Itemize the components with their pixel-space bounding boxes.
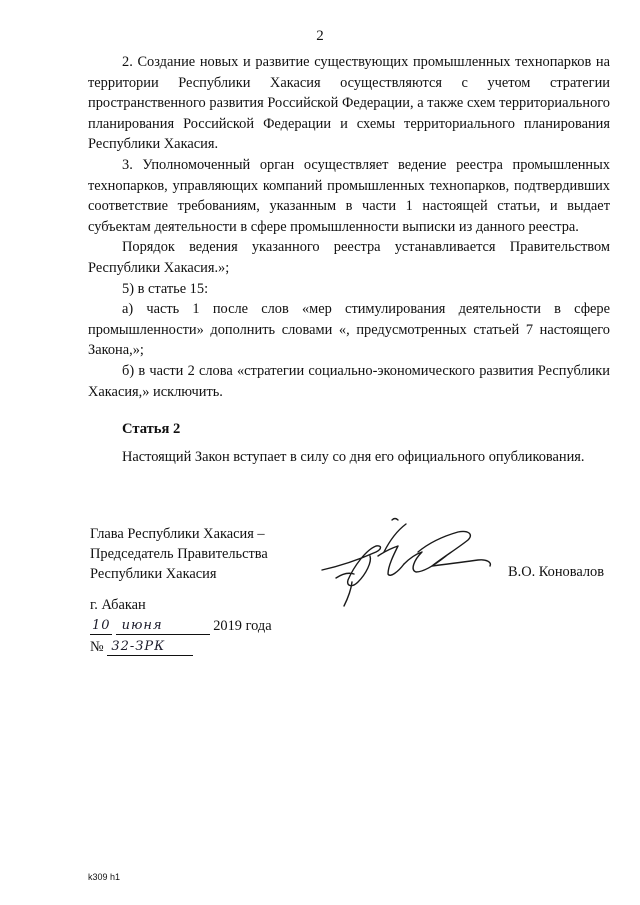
handwritten-law-number: 32-ЗРК <box>107 639 193 656</box>
paragraph-article-15-part-1: а) часть 1 после слов «мер стимулирования деятельности в сфере промышленности» дополнить словами «, предусмотренных статьей 7 настоящего Закона,»; <box>88 301 610 359</box>
page-number: 2 <box>316 28 324 44</box>
signatory-title-line: Председатель Правительства <box>90 546 268 562</box>
signatory-title <box>90 524 268 584</box>
number-sign: № <box>90 639 104 655</box>
signing-date <box>90 618 272 635</box>
footer-code: k309 h1 <box>88 872 121 882</box>
document-body <box>88 52 610 467</box>
paragraph-technoparks-creation: 2. Создание новых и развитие существующих промышленных технопарков на территории Республики Хакасия осуществляются с учетом стратегии пространственного развития Российской Федерации, а также схем территориального планирования Российской Федерации и схемы территориального планирования Республики Хакасия. <box>88 54 610 153</box>
paragraph-registry: 3. Уполномоченный орган осуществляет ведение реестра промышленных технопарков, управляющих компаний промышленных технопарков, подтвердивших соответствие требованиям, указанным в части 1 настоящей статьи, и выдает субъектам деятельности в сфере промышленности выписки из данного реестра. <box>88 156 610 235</box>
law-number-line <box>90 639 193 656</box>
signatory-title-line: Глава Республики Хакасия – <box>90 526 265 542</box>
article-2-heading: Статья 2 <box>122 421 181 438</box>
handwritten-day: 10 <box>92 618 111 633</box>
handwritten-signature <box>318 512 498 612</box>
place-of-signing: г. Абакан <box>90 597 146 613</box>
article-2-text: Настоящий Закон вступает в силу со дня его официального опубликования. <box>122 448 585 465</box>
paragraph-article-15-part-2: б) в части 2 слова «стратегии социально-экономического развития Республики Хакасия,» исключить. <box>88 362 610 400</box>
paragraph-article-15: 5) в статье 15: <box>122 280 209 297</box>
year-text: 2019 года <box>213 618 272 634</box>
paragraph-registry-procedure: Порядок ведения указанного реестра устанавливается Правительством Республики Хакасия.»; <box>88 239 610 276</box>
signatory-name: В.О. Коновалов <box>508 564 605 580</box>
signatory-title-line: Республики Хакасия <box>90 566 217 582</box>
handwritten-month: июня <box>116 618 210 635</box>
